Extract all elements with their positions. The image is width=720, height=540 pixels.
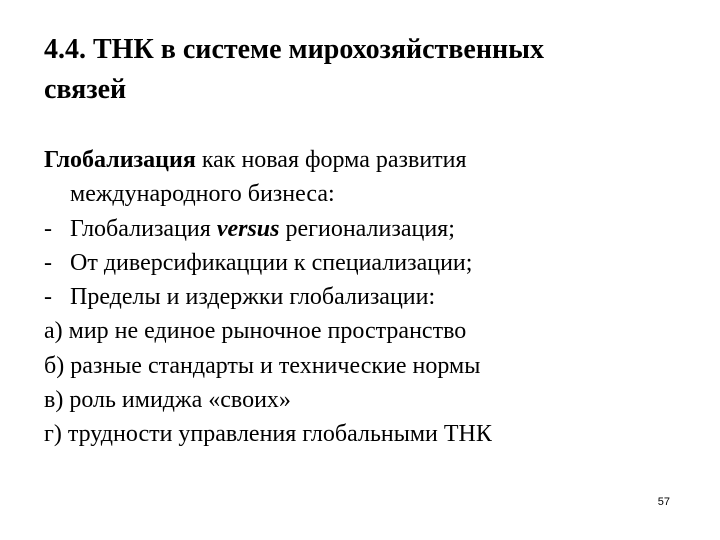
bullet-text-before: Глобализация bbox=[70, 215, 217, 242]
bullet-text-after: регионализация; bbox=[279, 215, 455, 242]
slide-title bbox=[44, 30, 684, 110]
lettered-item: в) роль имиджа «своих» bbox=[44, 387, 291, 414]
slide-title-line-2: связей bbox=[44, 74, 127, 105]
bullet-item bbox=[44, 246, 704, 280]
bullet-dash: - bbox=[44, 215, 52, 242]
lettered-item: г) трудности управления глобальными ТНК bbox=[44, 421, 492, 448]
bullet-item bbox=[44, 212, 704, 246]
intro-text: как новая форма развития bbox=[195, 147, 467, 173]
slide-title-line-1: 4.4. ТНК в системе мирохозяйственных bbox=[44, 34, 544, 65]
intro-line bbox=[44, 143, 704, 177]
bullet-dash: - bbox=[44, 249, 52, 276]
bullet-text: От диверсификацции к специализации; bbox=[70, 249, 473, 276]
slide-body bbox=[44, 143, 704, 452]
bullet-dash: - bbox=[44, 284, 52, 311]
bullet-item bbox=[44, 280, 704, 314]
bullet-text: Пределы и издержки глобализации: bbox=[70, 284, 436, 311]
intro-term: Глобализация bbox=[44, 147, 196, 173]
lettered-item: б) разные стандарты и технические нормы bbox=[44, 352, 481, 379]
page-number: 57 bbox=[657, 496, 670, 508]
intro-continuation: международного бизнеса: bbox=[70, 181, 335, 208]
lettered-item: а) мир не единое рыночное пространство bbox=[44, 318, 467, 345]
bullet-text bbox=[70, 212, 455, 246]
bullet-emphasis: versus bbox=[216, 215, 280, 242]
